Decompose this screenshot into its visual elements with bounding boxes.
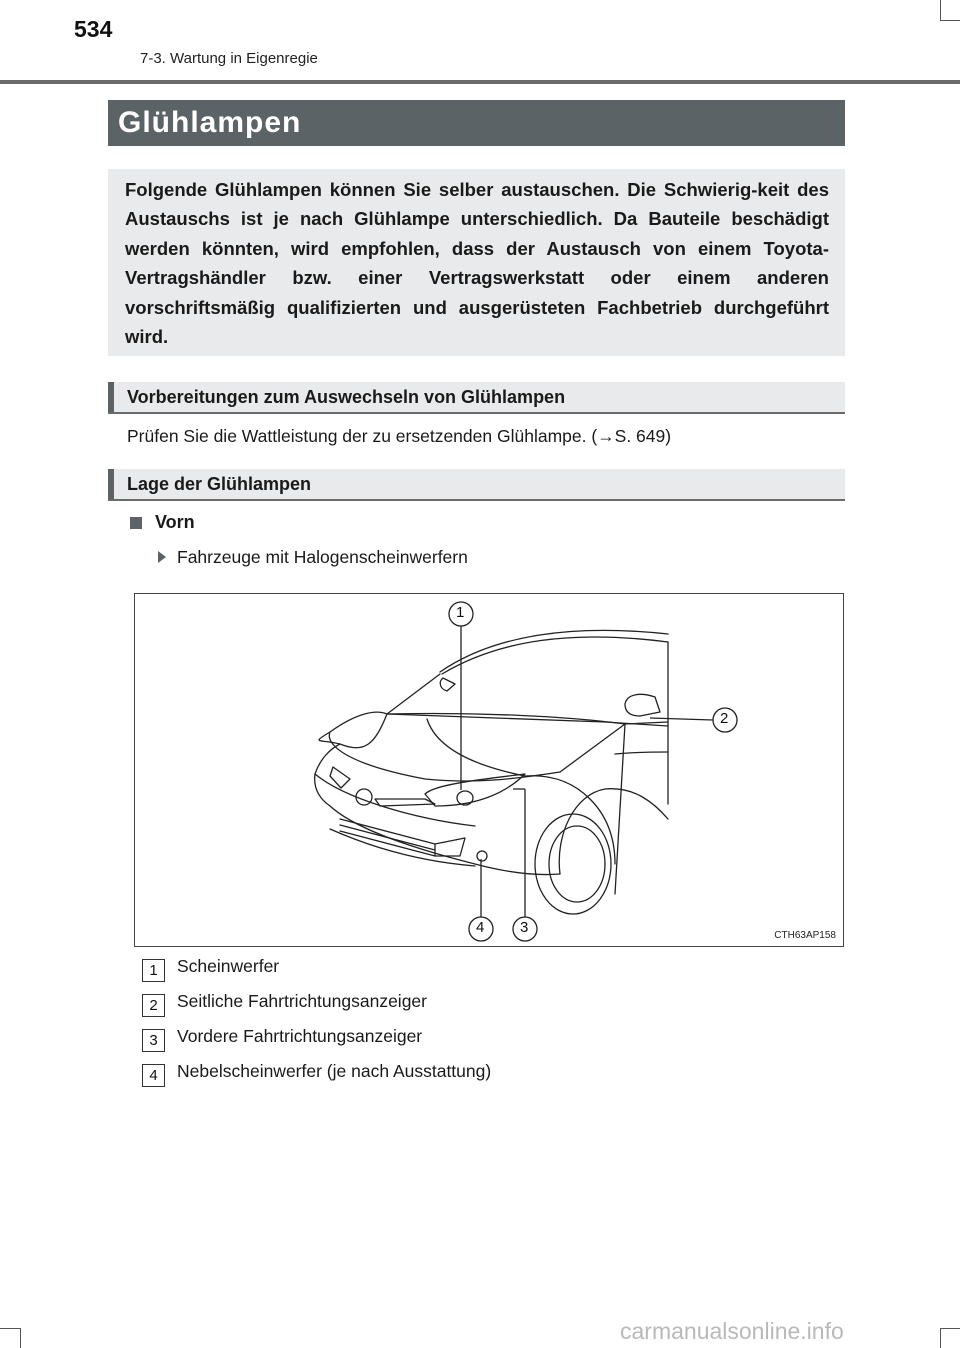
crop-mark [20, 1328, 21, 1348]
legend-text: Vordere Fahrtrichtungsanzeiger [177, 1026, 423, 1046]
preparation-heading: Vorbereitungen zum Auswechseln von Glühlampen [127, 387, 566, 407]
preparation-heading-bar [108, 382, 845, 414]
crop-mark [940, 0, 941, 20]
legend-text: Nebelscheinwerfer (je nach Ausstattung) [177, 1061, 492, 1081]
square-bullet-icon [130, 517, 142, 529]
page-number: 534 [74, 16, 113, 42]
callout-3: 3 [520, 919, 529, 936]
intro-box [108, 169, 845, 356]
callout-1: 1 [456, 604, 465, 621]
subsection-title: Vorn [155, 512, 195, 532]
section-label: 7-3. Wartung in Eigenregie [140, 50, 318, 67]
crop-mark [940, 1328, 960, 1329]
legend-number: 1 [142, 959, 165, 982]
preparation-text: Prüfen Sie die Wattleistung der zu ersetzenden Glühlampe. (→S. 649) [127, 426, 672, 446]
title-bar [108, 100, 845, 146]
legend-number: 3 [142, 1029, 165, 1052]
crop-mark [0, 1328, 20, 1329]
car-front-figure [134, 593, 844, 947]
header-rule [0, 80, 960, 84]
callout-lines [135, 594, 843, 946]
crop-mark [940, 1328, 941, 1348]
intro-text: Folgende Glühlampen können Sie selber austauschen. Die Schwierig-keit des Austauschs ist je nach Glühlampe unterschiedlich. Da Bauteile beschädigt werden könnten, wird empfohlen, dass der Austausch von einem Toyota-Vertragshändler bzw. einer Vertragswerkstatt oder einem anderen vorschriftsmäßig qualifizierten und ausgerüsteten Fachbetrieb durchgeführt wird. [125, 179, 829, 348]
legend-number: 4 [142, 1064, 165, 1087]
legend-text: Seitliche Fahrtrichtungsanzeiger [177, 991, 427, 1011]
vehicle-type: Fahrzeuge mit Halogenscheinwerfern [177, 547, 468, 567]
legend-number: 2 [142, 994, 165, 1017]
callout-2: 2 [720, 710, 729, 727]
watermark: carmanualsonline.info [620, 1318, 844, 1344]
legend-text: Scheinwerfer [177, 956, 280, 976]
figure-code: CTH63AP158 [774, 930, 836, 941]
page-title: Glühlampen [118, 106, 302, 139]
callout-4: 4 [476, 919, 485, 936]
crop-mark [940, 20, 960, 21]
triangle-bullet-icon [158, 551, 166, 563]
location-heading-bar [108, 469, 845, 501]
location-heading: Lage der Glühlampen [127, 474, 312, 494]
